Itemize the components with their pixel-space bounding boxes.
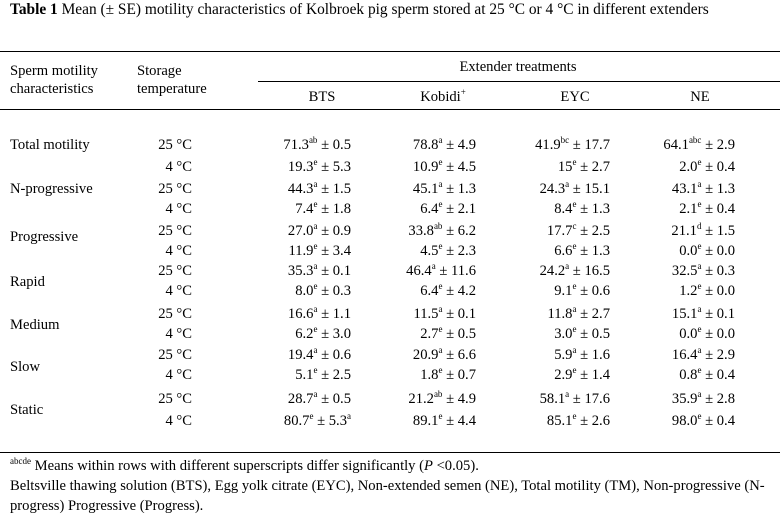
se-value: 0.4 bbox=[716, 413, 735, 429]
mean-value: 5.9 bbox=[554, 347, 573, 363]
significance-superscript: e bbox=[697, 411, 702, 421]
se-value: 2.7 bbox=[591, 159, 610, 175]
mean-value: 8.0 bbox=[295, 283, 314, 299]
significance-superscript: e bbox=[313, 281, 318, 291]
value-cell: 0.0$^e$ ± 0.0 bbox=[679, 241, 735, 259]
significance-superscript: e bbox=[572, 411, 577, 421]
mean-value: 1.2 bbox=[679, 283, 698, 299]
mean-value: 21.1 bbox=[671, 223, 697, 239]
mean-value: 35.9 bbox=[671, 391, 698, 407]
se-value: 3.0 bbox=[332, 326, 351, 342]
header-bottom-rule bbox=[0, 109, 780, 110]
significance-superscript: a bbox=[438, 304, 443, 314]
mean-value: 28.7 bbox=[287, 391, 314, 407]
mean-value: 85.1 bbox=[546, 413, 573, 429]
treatment-name: BTS bbox=[308, 89, 336, 105]
value-cell: 21.1$^d$ ± 1.5 bbox=[671, 221, 735, 239]
se-value: 2.9 bbox=[716, 137, 735, 153]
significance-superscript: a bbox=[697, 304, 702, 314]
se-value: 0.7 bbox=[457, 367, 476, 383]
significance-superscript: e bbox=[438, 365, 443, 375]
mean-value: 11.8 bbox=[547, 306, 573, 322]
se-value: 0.0 bbox=[716, 243, 735, 259]
value-cell: 6.4$^e$ ± 4.2 bbox=[420, 281, 476, 299]
mean-value: 98.0 bbox=[671, 413, 698, 429]
treatment-name: NE bbox=[690, 89, 710, 105]
storage-temperature: 25 °C bbox=[158, 263, 192, 279]
se-value: 4.9 bbox=[457, 137, 476, 153]
mean-value: 0.8 bbox=[679, 367, 698, 383]
value-cell: 2.7$^e$ ± 0.5 bbox=[420, 324, 476, 342]
mean-value: 11.5 bbox=[413, 306, 439, 322]
value-cell: 32.5$^a$ ± 0.3 bbox=[671, 261, 735, 279]
mean-value: 11.9 bbox=[288, 243, 314, 259]
se-value: 16.5 bbox=[584, 263, 610, 279]
mean-value: 8.4 bbox=[554, 201, 573, 217]
significance-superscript: e bbox=[572, 281, 577, 291]
storage-temperature: 25 °C bbox=[158, 347, 192, 363]
treatment-name: EYC bbox=[560, 89, 590, 105]
se-value: 6.2 bbox=[457, 223, 476, 239]
mean-value: 2.9 bbox=[554, 367, 573, 383]
mean-value: 3.0 bbox=[554, 326, 573, 342]
significance-superscript: e bbox=[697, 157, 702, 167]
se-value: 0.3 bbox=[332, 283, 351, 299]
storage-temperature: 25 °C bbox=[158, 391, 192, 407]
significance-superscript: a bbox=[313, 179, 318, 189]
value-cell: 2.9$^e$ ± 1.4 bbox=[554, 365, 610, 383]
significance-superscript: abc bbox=[688, 135, 702, 145]
significance-superscript: e bbox=[309, 411, 314, 421]
value-cell: 8.4$^e$ ± 1.3 bbox=[554, 199, 610, 217]
significance-superscript: e bbox=[313, 157, 318, 167]
value-cell: 27.0$^a$ ± 0.9 bbox=[287, 221, 351, 239]
significance-superscript: e bbox=[438, 241, 443, 251]
mean-value: 2.0 bbox=[679, 159, 698, 175]
se-value: 5.3 bbox=[328, 413, 347, 429]
value-cell: 80.7$^e$ ± 5.3$^a$ bbox=[283, 411, 351, 429]
mean-value: 6.4 bbox=[420, 201, 439, 217]
significance-superscript: e bbox=[697, 241, 702, 251]
characteristic-label: Rapid bbox=[10, 274, 45, 290]
treatment-header-bts bbox=[262, 88, 382, 106]
storage-temperature: 25 °C bbox=[158, 223, 192, 239]
value-cell: 0.8$^e$ ± 0.4 bbox=[679, 365, 735, 383]
mean-value: 0.0 bbox=[679, 243, 698, 259]
se-value: 0.3 bbox=[716, 263, 735, 279]
value-cell: 16.4$^a$ ± 2.9 bbox=[671, 345, 735, 363]
se-value: 5.3 bbox=[332, 159, 351, 175]
se-value: 4.2 bbox=[457, 283, 476, 299]
se-value: 11.6 bbox=[451, 263, 476, 279]
significance-superscript: a bbox=[565, 389, 570, 399]
header-characteristic: Sperm motility characteristics bbox=[10, 63, 98, 97]
value-cell: 43.1$^a$ ± 1.3 bbox=[671, 179, 735, 197]
mean-value: 46.4 bbox=[406, 263, 432, 279]
se-value: 0.5 bbox=[591, 326, 610, 342]
value-cell: 64.1$^{abc}$ ± 2.9 bbox=[663, 135, 735, 153]
mean-value: 35.3 bbox=[287, 263, 314, 279]
mean-value: 71.3 bbox=[283, 137, 309, 153]
mean-value: 6.2 bbox=[295, 326, 314, 342]
mean-value: 16.6 bbox=[287, 306, 314, 322]
mean-value: 6.4 bbox=[420, 283, 439, 299]
mean-value: 19.3 bbox=[287, 159, 314, 175]
top-rule bbox=[0, 51, 780, 52]
mean-value: 10.9 bbox=[412, 159, 439, 175]
storage-temperature: 4 °C bbox=[165, 367, 192, 383]
significance-superscript: a bbox=[313, 221, 318, 231]
treatment-header-ne bbox=[640, 88, 760, 106]
value-cell: 98.0$^e$ ± 0.4 bbox=[671, 411, 735, 429]
mean-value: 32.5 bbox=[671, 263, 698, 279]
treatment-superscript: + bbox=[460, 87, 466, 97]
se-value: 0.6 bbox=[332, 347, 351, 363]
value-cell: 35.9$^a$ ± 2.8 bbox=[671, 389, 735, 407]
mean-value: 44.3 bbox=[287, 181, 314, 197]
footnote-significance: $^{abcde}$ Means within rows with different superscripts differ significantly (P <0.05). bbox=[10, 456, 479, 474]
se-value: 2.1 bbox=[457, 201, 476, 217]
value-cell: 6.4$^e$ ± 2.1 bbox=[420, 199, 476, 217]
significance-superscript: e bbox=[697, 199, 702, 209]
storage-temperature: 25 °C bbox=[158, 137, 192, 153]
mean-value: 6.6 bbox=[554, 243, 573, 259]
se-value: 4.5 bbox=[457, 159, 476, 175]
bottom-rule bbox=[0, 452, 780, 453]
value-cell: 6.2$^e$ ± 3.0 bbox=[295, 324, 351, 342]
significance-superscript: e bbox=[572, 241, 577, 251]
se-value: 0.4 bbox=[716, 201, 735, 217]
significance-superscript: e bbox=[313, 324, 318, 334]
se-value: 2.9 bbox=[716, 347, 735, 363]
se-value: 0.0 bbox=[716, 326, 735, 342]
significance-superscript: e bbox=[572, 324, 577, 334]
characteristic-label: Total motility bbox=[10, 137, 90, 153]
significance-superscript: a bbox=[697, 389, 702, 399]
value-cell: 2.0$^e$ ± 0.4 bbox=[679, 157, 735, 175]
mean-value: 78.8 bbox=[412, 137, 439, 153]
footnote-abbreviations: Beltsville thawing solution (BTS), Egg yolk citrate (EYC), Non-extended semen (NE), Total motility (TM), Non-progressive (N-progress) Progressive (Progress). bbox=[10, 478, 765, 514]
se-value: 2.3 bbox=[457, 243, 476, 259]
value-cell: 21.2$^{ab}$ ± 4.9 bbox=[408, 389, 476, 407]
value-cell: 20.9$^a$ ± 6.6 bbox=[412, 345, 476, 363]
se-value: 4.4 bbox=[457, 413, 476, 429]
mean-value: 64.1 bbox=[663, 137, 689, 153]
mean-value: 16.4 bbox=[671, 347, 698, 363]
significance-superscript: e bbox=[438, 157, 443, 167]
value-cell: 58.1$^a$ ± 17.6 bbox=[539, 389, 610, 407]
se-value: 17.6 bbox=[584, 391, 610, 407]
storage-temperature: 4 °C bbox=[165, 201, 192, 217]
se-value: 1.3 bbox=[591, 201, 610, 217]
significance-superscript: a bbox=[313, 304, 318, 314]
characteristic-label: Static bbox=[10, 402, 44, 418]
se-value: 2.6 bbox=[591, 413, 610, 429]
value-cell: 4.5$^e$ ± 2.3 bbox=[420, 241, 476, 259]
se-value: 2.7 bbox=[591, 306, 610, 322]
se-value: 0.4 bbox=[716, 367, 735, 383]
significance-superscript: d bbox=[696, 221, 702, 231]
mean-value: 24.2 bbox=[539, 263, 566, 279]
mean-value: 2.1 bbox=[679, 201, 698, 217]
significance-superscript: e bbox=[438, 411, 443, 421]
value-cell: 24.3$^a$ ± 15.1 bbox=[539, 179, 610, 197]
value-cell: 7.4$^e$ ± 1.8 bbox=[295, 199, 351, 217]
value-cell: 71.3$^{ab}$ ± 0.5 bbox=[283, 135, 351, 153]
se-value: 1.4 bbox=[591, 367, 610, 383]
significance-superscript: e bbox=[697, 324, 702, 334]
significance-superscript: ab bbox=[433, 389, 443, 399]
table-title: Mean (± SE) motility characteristics of Kolbroek pig sperm stored at 25 °C or 4 °C in different extenders bbox=[61, 1, 709, 18]
significance-superscript: a bbox=[565, 261, 570, 271]
storage-temperature: 4 °C bbox=[165, 413, 192, 429]
mean-value: 80.7 bbox=[283, 413, 310, 429]
se-value: 6.6 bbox=[457, 347, 476, 363]
significance-superscript: e bbox=[438, 199, 443, 209]
value-cell: $15^e \pm 2.7$ bbox=[557, 157, 610, 175]
mean-value: 89.1 bbox=[412, 413, 439, 429]
se-value: 0.5 bbox=[457, 326, 476, 342]
mean-value: 41.9 bbox=[535, 137, 561, 153]
storage-temperature: 25 °C bbox=[158, 306, 192, 322]
significance-superscript: ab bbox=[308, 135, 318, 145]
value-cell: 44.3$^a$ ± 1.5 bbox=[287, 179, 351, 197]
storage-temperature: 25 °C bbox=[158, 181, 192, 197]
mean-value: 20.9 bbox=[412, 347, 439, 363]
value-cell: 16.6$^a$ ± 1.1 bbox=[287, 304, 351, 322]
significance-superscript: a bbox=[313, 261, 318, 271]
value-cell: 17.7$^c$ ± 2.5 bbox=[546, 221, 610, 239]
value-cell: 78.8$^a$ ± 4.9 bbox=[412, 135, 476, 153]
mean-value: 4.5 bbox=[420, 243, 439, 259]
se-value: 1.5 bbox=[332, 181, 351, 197]
value-cell: 2.1$^e$ ± 0.4 bbox=[679, 199, 735, 217]
se-value: 4.9 bbox=[457, 391, 476, 407]
significance-superscript: a bbox=[565, 179, 570, 189]
storage-temperature: 4 °C bbox=[165, 283, 192, 299]
significance-superscript: a bbox=[438, 179, 443, 189]
storage-temperature: 4 °C bbox=[165, 243, 192, 259]
value-cell: 85.1$^e$ ± 2.6 bbox=[546, 411, 610, 429]
se-value: 1.3 bbox=[591, 243, 610, 259]
value-cell: 1.8$^e$ ± 0.7 bbox=[420, 365, 476, 383]
value-cell: 19.4$^a$ ± 0.6 bbox=[287, 345, 351, 363]
mean-value: 1.8 bbox=[420, 367, 439, 383]
se-value: 0.1 bbox=[716, 306, 735, 322]
table-caption bbox=[10, 0, 775, 20]
characteristic-label: Slow bbox=[10, 359, 41, 375]
mean-value: 15.1 bbox=[671, 306, 698, 322]
significance-superscript: a bbox=[572, 345, 577, 355]
mean-value: 33.8 bbox=[408, 223, 434, 239]
mean-value: 45.1 bbox=[412, 181, 439, 197]
value-cell: 10.9$^e$ ± 4.5 bbox=[412, 157, 476, 175]
post-superscript: a bbox=[347, 411, 351, 421]
mean-value: 24.3 bbox=[539, 181, 566, 197]
value-cell: 5.9$^a$ ± 1.6 bbox=[554, 345, 610, 363]
significance-superscript: e bbox=[697, 281, 702, 291]
value-cell: 24.2$^a$ ± 16.5 bbox=[539, 261, 610, 279]
table-label: Table 1 bbox=[10, 1, 58, 18]
significance-superscript: e bbox=[438, 281, 443, 291]
se-value: 2.5 bbox=[332, 367, 351, 383]
significance-superscript: a bbox=[697, 345, 702, 355]
se-value: 0.9 bbox=[332, 223, 351, 239]
value-cell: 11.8$^a$ ± 2.7 bbox=[547, 304, 610, 322]
significance-superscript: a bbox=[431, 261, 436, 271]
significance-superscript: bc bbox=[560, 135, 570, 145]
se-value: 1.5 bbox=[716, 223, 735, 239]
value-cell: 9.1$^e$ ± 0.6 bbox=[554, 281, 610, 299]
se-value: 15.1 bbox=[584, 181, 610, 197]
storage-temperature: 4 °C bbox=[165, 326, 192, 342]
value-cell: 35.3$^a$ ± 0.1 bbox=[287, 261, 351, 279]
mean-value: 43.1 bbox=[671, 181, 698, 197]
se-value: 0.1 bbox=[457, 306, 476, 322]
se-value: 3.4 bbox=[332, 243, 351, 259]
significance-superscript: e bbox=[572, 365, 577, 375]
header-storage-temperature: Storage temperature bbox=[137, 63, 207, 97]
storage-temperature: 4 °C bbox=[165, 159, 192, 175]
value-cell: 1.2$^e$ ± 0.0 bbox=[679, 281, 735, 299]
significance-superscript: e bbox=[572, 157, 577, 167]
value-cell: 0.0$^e$ ± 0.0 bbox=[679, 324, 735, 342]
significance-superscript: a bbox=[697, 179, 702, 189]
significance-superscript: a bbox=[697, 261, 702, 271]
mean-value: 5.1 bbox=[295, 367, 314, 383]
significance-superscript: c bbox=[572, 221, 577, 231]
header-extender-treatments: Extender treatments bbox=[459, 59, 577, 75]
value-cell: 11.5$^a$ ± 0.1 bbox=[413, 304, 476, 322]
value-cell: 33.8$^{ab}$ ± 6.2 bbox=[408, 221, 476, 239]
header-group-rule bbox=[258, 81, 780, 82]
value-cell: 3.0$^e$ ± 0.5 bbox=[554, 324, 610, 342]
se-value: 0.5 bbox=[332, 391, 351, 407]
characteristic-label: N-progressive bbox=[10, 181, 93, 197]
mean-value: 7.4 bbox=[295, 201, 314, 217]
significance-superscript: e bbox=[313, 365, 318, 375]
mean-value: 58.1 bbox=[539, 391, 566, 407]
se-value: 0.1 bbox=[332, 263, 351, 279]
treatment-header-eyc bbox=[515, 88, 635, 106]
se-value: 1.3 bbox=[716, 181, 735, 197]
se-value: 17.7 bbox=[584, 137, 610, 153]
value-cell: 89.1$^e$ ± 4.4 bbox=[412, 411, 476, 429]
value-cell: 8.0$^e$ ± 0.3 bbox=[295, 281, 351, 299]
characteristic-label: Progressive bbox=[10, 229, 79, 245]
treatment-header-kobidi bbox=[383, 88, 503, 106]
se-value: 0.5 bbox=[332, 137, 351, 153]
se-value: 2.5 bbox=[591, 223, 610, 239]
mean-value: 27.0 bbox=[287, 223, 314, 239]
value-cell: 15.1$^a$ ± 0.1 bbox=[671, 304, 735, 322]
significance-superscript: e bbox=[438, 324, 443, 334]
significance-superscript: e bbox=[697, 365, 702, 375]
significance-superscript: a bbox=[313, 389, 318, 399]
se-value: 1.8 bbox=[332, 201, 351, 217]
value-cell: 41.9$^{bc}$ ± 17.7 bbox=[535, 135, 610, 153]
mean-value: 2.7 bbox=[420, 326, 439, 342]
mean-value: 9.1 bbox=[554, 283, 573, 299]
value-cell: 45.1$^a$ ± 1.3 bbox=[412, 179, 476, 197]
significance-superscript: e bbox=[313, 199, 318, 209]
se-value: 0.4 bbox=[716, 159, 735, 175]
se-value: 1.6 bbox=[591, 347, 610, 363]
mean-value: 19.4 bbox=[287, 347, 314, 363]
mean-value: 15 bbox=[557, 159, 573, 175]
mean-value: 0.0 bbox=[679, 326, 698, 342]
significance-superscript: e bbox=[572, 199, 577, 209]
value-cell: 11.9$^e$ ± 3.4 bbox=[288, 241, 351, 259]
se-value: 1.3 bbox=[457, 181, 476, 197]
treatment-name: Kobidi bbox=[420, 89, 461, 105]
value-cell: 6.6$^e$ ± 1.3 bbox=[554, 241, 610, 259]
value-cell: 5.1$^e$ ± 2.5 bbox=[295, 365, 351, 383]
significance-superscript: a bbox=[438, 345, 443, 355]
characteristic-label: Medium bbox=[10, 317, 60, 333]
mean-value: 17.7 bbox=[546, 223, 573, 239]
significance-superscript: e bbox=[313, 241, 318, 251]
value-cell: 19.3$^e$ ± 5.3 bbox=[287, 157, 351, 175]
significance-superscript: a bbox=[572, 304, 577, 314]
significance-superscript: a bbox=[313, 345, 318, 355]
se-value: 0.0 bbox=[716, 283, 735, 299]
se-value: 2.8 bbox=[716, 391, 735, 407]
significance-superscript: a bbox=[438, 135, 443, 145]
value-cell: 28.7$^a$ ± 0.5 bbox=[287, 389, 351, 407]
value-cell: 46.4$^a$ ± 11.6 bbox=[406, 261, 476, 279]
se-value: 0.6 bbox=[591, 283, 610, 299]
mean-value: 21.2 bbox=[408, 391, 434, 407]
significance-superscript: ab bbox=[433, 221, 443, 231]
se-value: 1.1 bbox=[332, 306, 351, 322]
